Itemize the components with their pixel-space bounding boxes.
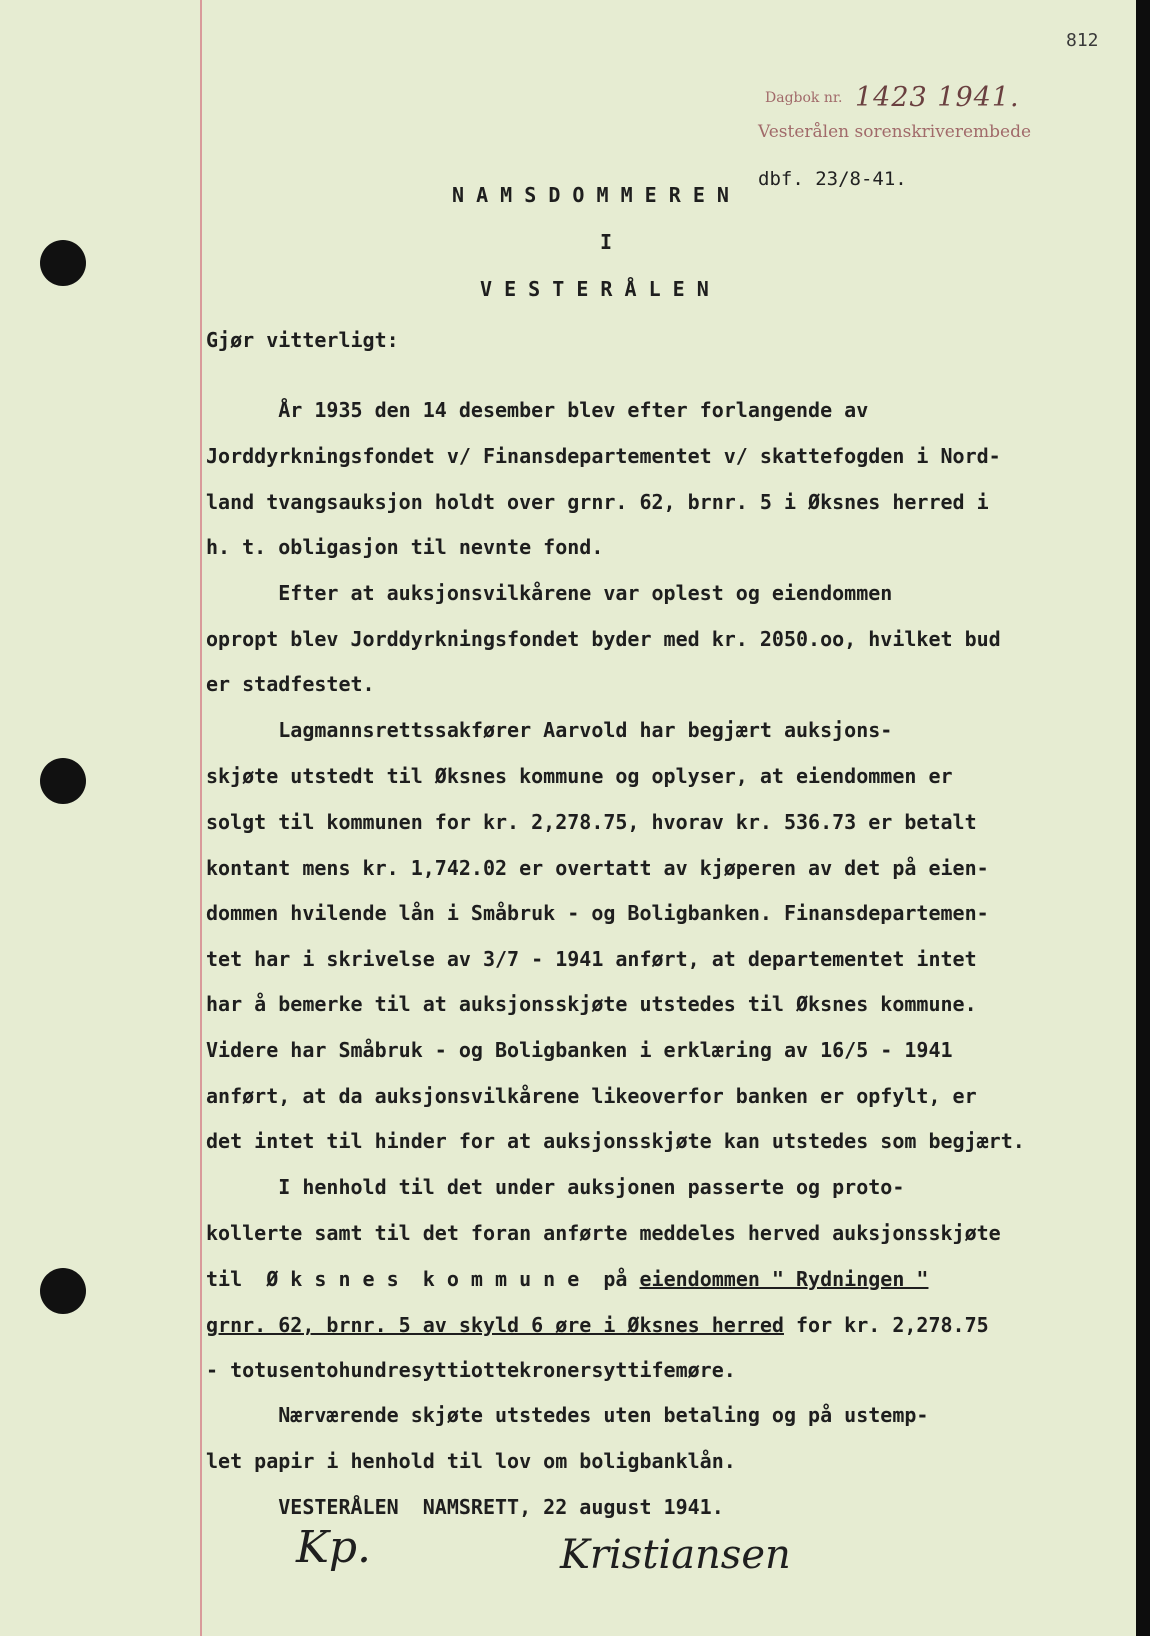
- heading-line-3: V E S T E R Å L E N: [480, 277, 709, 301]
- page-number: 812: [1066, 30, 1099, 51]
- text-line: kontant mens kr. 1,742.02 er overtatt av kjøperen av det på eien-: [206, 856, 989, 880]
- text-line: År 1935 den 14 desember blev efter forlangende av: [206, 398, 869, 422]
- text-line: solgt til kommunen for kr. 2,278.75, hvorav kr. 536.73 er betalt: [206, 810, 977, 834]
- text-line: land tvangsauksjon holdt over grnr. 62, brnr. 5 i Øksnes herred i: [206, 490, 989, 514]
- punch-hole-middle: [40, 758, 86, 804]
- intro-line: Gjør vitterligt:: [206, 328, 399, 352]
- dagbok-stamp-label: Dagbok nr.: [765, 90, 843, 106]
- text-line: Efter at auksjonsvilkårene var oplest og eiendommen: [206, 581, 893, 605]
- text-line: Videre har Småbruk - og Boligbanken i erklæring av 16/5 - 1941: [206, 1038, 953, 1062]
- dbf-date: dbf. 23/8-41.: [758, 168, 907, 190]
- margin-rule: [200, 0, 202, 1636]
- text-line: er stadfestet.: [206, 672, 375, 696]
- text-line: Nærværende skjøte utstedes uten betaling og på ustemp-: [206, 1403, 929, 1427]
- grantee-text: til Ø k s n e s k o m m u n e på: [206, 1267, 640, 1291]
- property-id-underlined: grnr. 62, brnr. 5 av skyld 6 øre i Øksnes herred: [206, 1313, 784, 1337]
- text-line: anført, at da auksjonsvilkårene likeoverfor banken er opfylt, er: [206, 1084, 977, 1108]
- text-line: I henhold til det under auksjonen passerte og proto-: [206, 1175, 905, 1199]
- punch-hole-bottom: [40, 1268, 86, 1314]
- text-line: [206, 1267, 928, 1291]
- price-text: for kr. 2,278.75: [783, 1313, 989, 1337]
- text-line: tet har i skrivelse av 3/7 - 1941 anført, at departementet intet: [206, 947, 977, 971]
- text-line: kollerte samt til det foran anførte meddeles herved auksjonsskjøte: [206, 1221, 1001, 1245]
- text-line: let papir i henhold til lov om boligbanklån.: [206, 1449, 736, 1473]
- text-line: [206, 1313, 989, 1337]
- text-line: opropt blev Jorddyrkningsfondet byder med kr. 2050.oo, hvilket bud: [206, 627, 1001, 651]
- dagbok-handwritten-number: 1423 1941.: [855, 82, 1020, 113]
- text-line: skjøte utstedt til Øksnes kommune og oplyser, at eiendommen er: [206, 764, 953, 788]
- text-line: har å bemerke til at auksjonsskjøte utstedes til Øksnes kommune.: [206, 992, 977, 1016]
- heading-line-1: N A M S D O M M E R E N: [452, 183, 729, 207]
- judge-signature: Kristiansen: [560, 1532, 791, 1578]
- punch-hole-top: [40, 240, 86, 286]
- text-line: dommen hvilende lån i Småbruk - og Boligbanken. Finansdepartemen-: [206, 901, 989, 925]
- text-line: - totusentohundresyttiottekronersyttifemøre.: [206, 1358, 736, 1382]
- initials-signature: Kp.: [296, 1522, 372, 1573]
- heading-line-2: I: [600, 230, 613, 254]
- text-line: Jorddyrkningsfondet v/ Finansdepartementet v/ skattefogden i Nord-: [206, 444, 1001, 468]
- text-line: Lagmannsrettssakfører Aarvold har begjært auksjons-: [206, 718, 893, 742]
- office-stamp: Vesterålen sorenskriverembede: [758, 122, 1032, 142]
- text-line: det intet til hinder for at auksjonsskjøte kan utstedes som begjært.: [206, 1129, 1025, 1153]
- property-name-underlined: eiendommen " Rydningen ": [639, 1267, 929, 1291]
- text-line: h. t. obligasjon til nevnte fond.: [206, 535, 604, 559]
- closing-line: VESTERÅLEN NAMSRETT, 22 august 1941.: [206, 1495, 724, 1519]
